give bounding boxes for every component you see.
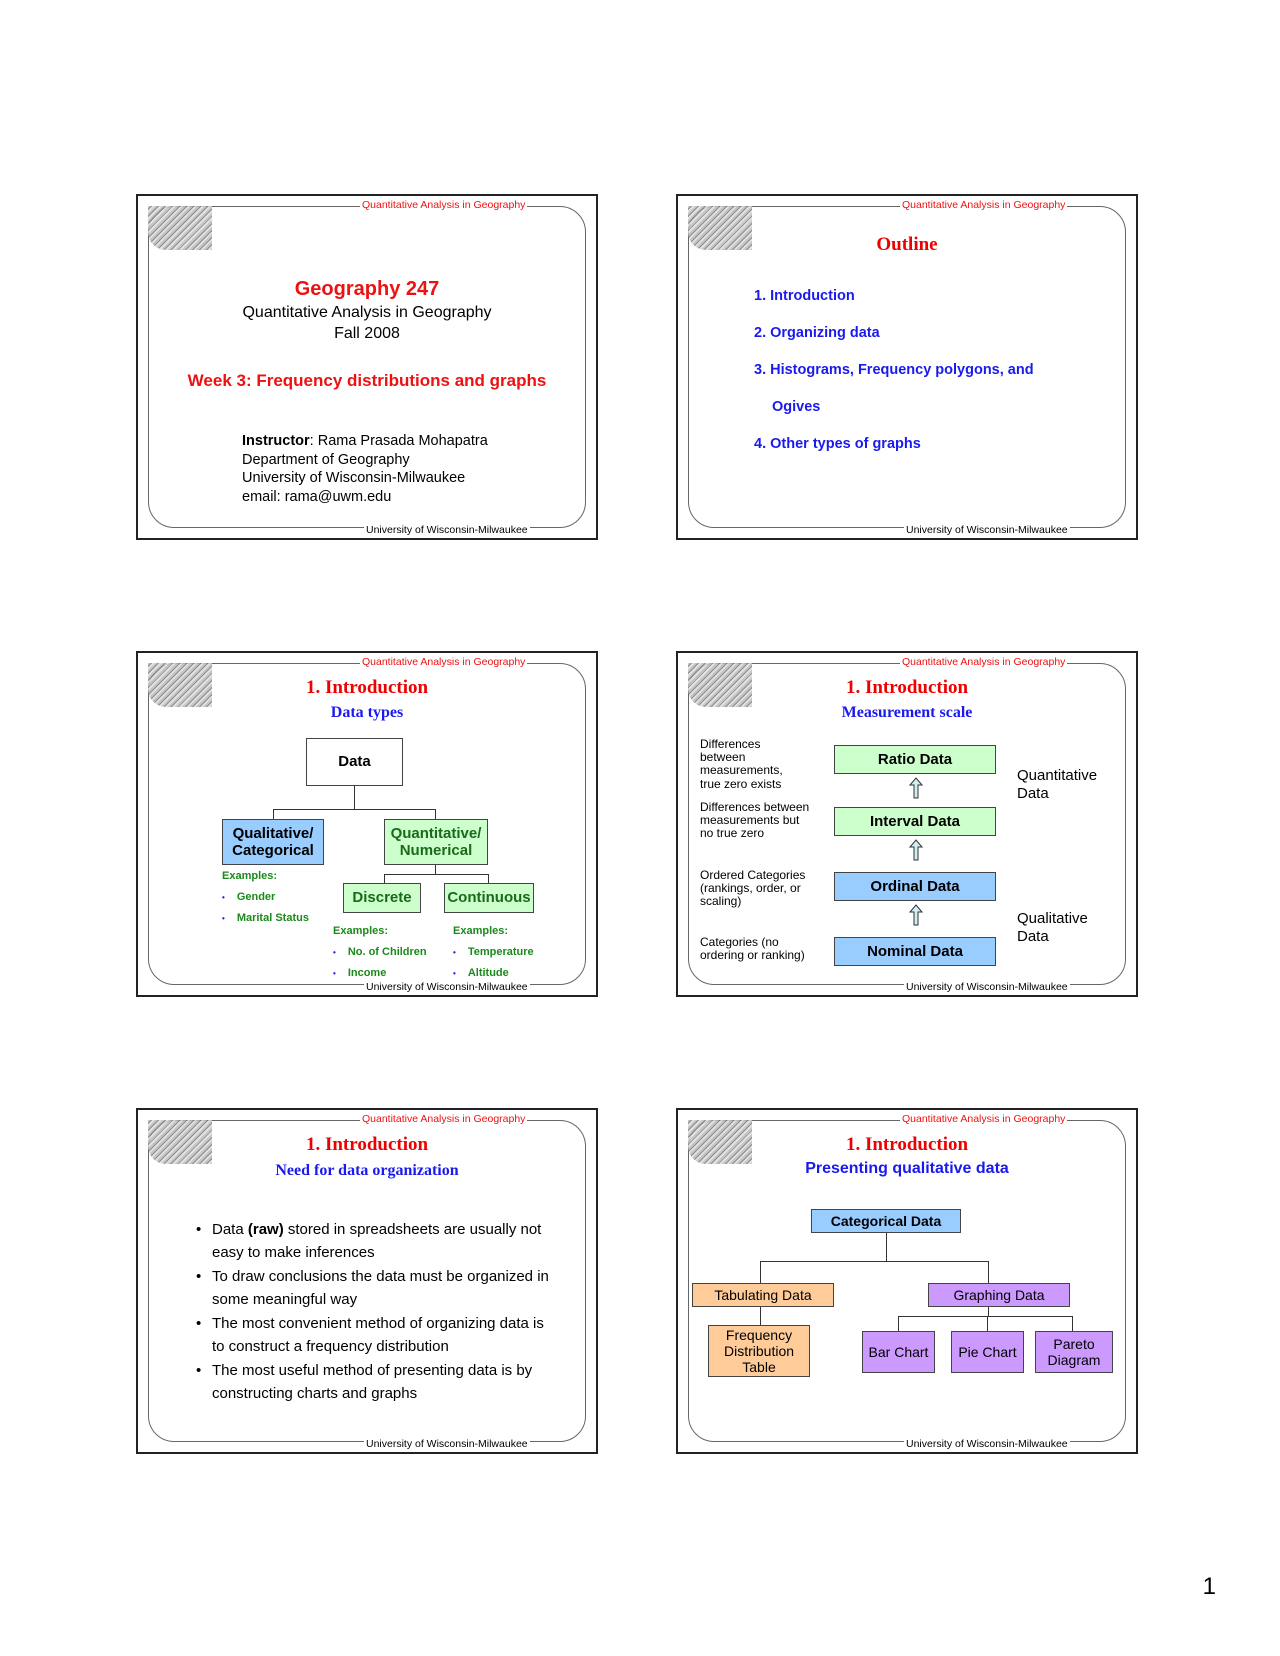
slide-3-data-types [136, 651, 598, 997]
instructor-block [242, 432, 488, 506]
tree-line [435, 809, 436, 819]
outline-title: Outline [876, 234, 938, 255]
course-term: Fall 2008 [334, 325, 400, 342]
email: email: rama@uwm.edu [242, 488, 392, 505]
outline-item-3-cont: Ogives [772, 399, 821, 415]
nominal-description: Categories (no ordering or ranking) [700, 935, 805, 963]
quantitative-box: Quantitative/ Numerical [384, 819, 488, 865]
interval-data-box: Interval Data [834, 807, 996, 836]
bullet-item: • The most convenient method of organizing data is to construct a frequency distribution [192, 1312, 552, 1358]
tree-line [760, 1261, 989, 1262]
qual-example: • Marital Status [222, 912, 309, 924]
slide-subtitle: Need for data organization [275, 1162, 459, 1179]
course-title: Geography 247 [294, 278, 440, 300]
department: Department of Geography [242, 451, 410, 468]
outline-item-2: 2. Organizing data [754, 325, 880, 341]
slide-title: 1. Introduction [845, 1134, 969, 1155]
slide-2-outline [676, 194, 1138, 540]
instructor-label: Instructor [242, 433, 310, 449]
tree-line [987, 1316, 988, 1331]
slide-header: Quantitative Analysis in Geography [362, 1113, 526, 1125]
slide-header: Quantitative Analysis in Geography [902, 656, 1066, 668]
tree-line [435, 865, 436, 874]
bullet-list [192, 1218, 552, 1406]
slide-title: 1. Introduction [305, 1134, 429, 1155]
bullet-item: • The most useful method of presenting data is by constructing charts and graphs [192, 1359, 552, 1405]
tree-line [273, 809, 436, 810]
qual-example: • Gender [222, 891, 276, 903]
slide-footer: University of Wisconsin-Milwaukee [906, 981, 1068, 993]
discrete-examples-label: Examples: [333, 925, 389, 937]
tree-line [988, 1261, 989, 1283]
tabulating-data-box: Tabulating Data [692, 1283, 834, 1307]
arrow-up-icon [909, 904, 923, 926]
slide-footer: University of Wisconsin-Milwaukee [366, 524, 528, 536]
slide-footer: University of Wisconsin-Milwaukee [366, 1438, 528, 1450]
tree-line [384, 874, 488, 875]
tree-line [384, 874, 385, 883]
bullet-item: • Data (raw) stored in spreadsheets are usually not easy to make inferences [192, 1218, 552, 1264]
slide-header: Quantitative Analysis in Geography [362, 199, 526, 211]
tree-line [898, 1316, 1072, 1317]
outline-item-1: 1. Introduction [754, 288, 855, 304]
tree-line [354, 786, 355, 809]
pareto-diagram-box: Pareto Diagram [1035, 1331, 1113, 1373]
slide-header: Quantitative Analysis in Geography [362, 656, 526, 668]
slide-subtitle: Measurement scale [841, 704, 973, 721]
slide-header: Quantitative Analysis in Geography [902, 199, 1066, 211]
page-number: 1 [1202, 1573, 1216, 1600]
quantitative-data-label: Quantitative Data [1017, 767, 1098, 802]
pie-chart-box: Pie Chart [951, 1331, 1024, 1373]
instructor-name: : Rama Prasada Mohapatra [309, 433, 488, 449]
discrete-example: • Income [333, 967, 387, 979]
tree-line [488, 874, 489, 883]
arrow-up-icon [909, 777, 923, 799]
qual-examples-label: Examples: [222, 870, 278, 882]
graphing-data-box: Graphing Data [928, 1283, 1070, 1307]
slide-thumbnail-image [148, 206, 212, 250]
discrete-box: Discrete [343, 883, 421, 913]
qualitative-data-label: Qualitative Data [1017, 910, 1088, 945]
slide-6-qualitative-data [676, 1108, 1138, 1454]
week-title: Week 3: Frequency distributions and graphs [187, 371, 547, 390]
university: University of Wisconsin-Milwaukee [242, 470, 466, 486]
tree-line [273, 809, 274, 819]
ordinal-description: Ordered Categories (rankings, order, or scaling) [700, 868, 806, 909]
tree-line [760, 1261, 761, 1283]
continuous-box: Continuous [444, 883, 534, 913]
bullet-item: • To draw conclusions the data must be organized in some meaningful way [192, 1265, 552, 1311]
ratio-data-box: Ratio Data [834, 745, 996, 774]
ratio-description: Differences between measurements, true zero exists [700, 737, 783, 791]
continuous-example: • Temperature [453, 946, 534, 958]
slide-5-data-organization [136, 1108, 598, 1454]
data-box: Data [306, 738, 403, 786]
slide-subtitle: Data types [330, 704, 404, 721]
nominal-data-box: Nominal Data [834, 937, 996, 966]
outline-item-4: 4. Other types of graphs [754, 436, 921, 452]
tree-line [760, 1307, 761, 1325]
outline-item-3: 3. Histograms, Frequency polygons, and [754, 362, 1034, 378]
slide-subtitle: Presenting qualitative data [805, 1160, 1009, 1177]
discrete-example: • No. of Children [333, 946, 427, 958]
continuous-examples-label: Examples: [453, 925, 509, 937]
tree-line [988, 1307, 989, 1316]
bar-chart-box: Bar Chart [862, 1331, 935, 1373]
slide-header: Quantitative Analysis in Geography [902, 1113, 1066, 1125]
continuous-example: • Altitude [453, 967, 509, 979]
arrow-up-icon [909, 839, 923, 861]
categorical-data-box: Categorical Data [811, 1209, 961, 1233]
qualitative-box: Qualitative/ Categorical [222, 819, 324, 865]
interval-description: Differences between measurements but no true zero [700, 800, 810, 841]
course-subtitle: Quantitative Analysis in Geography [242, 304, 492, 321]
slide-4-measurement-scale [676, 651, 1138, 997]
slide-footer: University of Wisconsin-Milwaukee [906, 1438, 1068, 1450]
tree-line [898, 1316, 899, 1331]
slide-footer: University of Wisconsin-Milwaukee [906, 524, 1068, 536]
slide-title: 1. Introduction [305, 677, 429, 698]
tree-line [1072, 1316, 1073, 1331]
frequency-table-box: Frequency Distribution Table [708, 1325, 810, 1377]
ordinal-data-box: Ordinal Data [834, 872, 996, 901]
slide-1-title [136, 194, 598, 540]
slide-title: 1. Introduction [845, 677, 969, 698]
tree-line [886, 1233, 887, 1261]
slide-footer: University of Wisconsin-Milwaukee [366, 981, 528, 993]
